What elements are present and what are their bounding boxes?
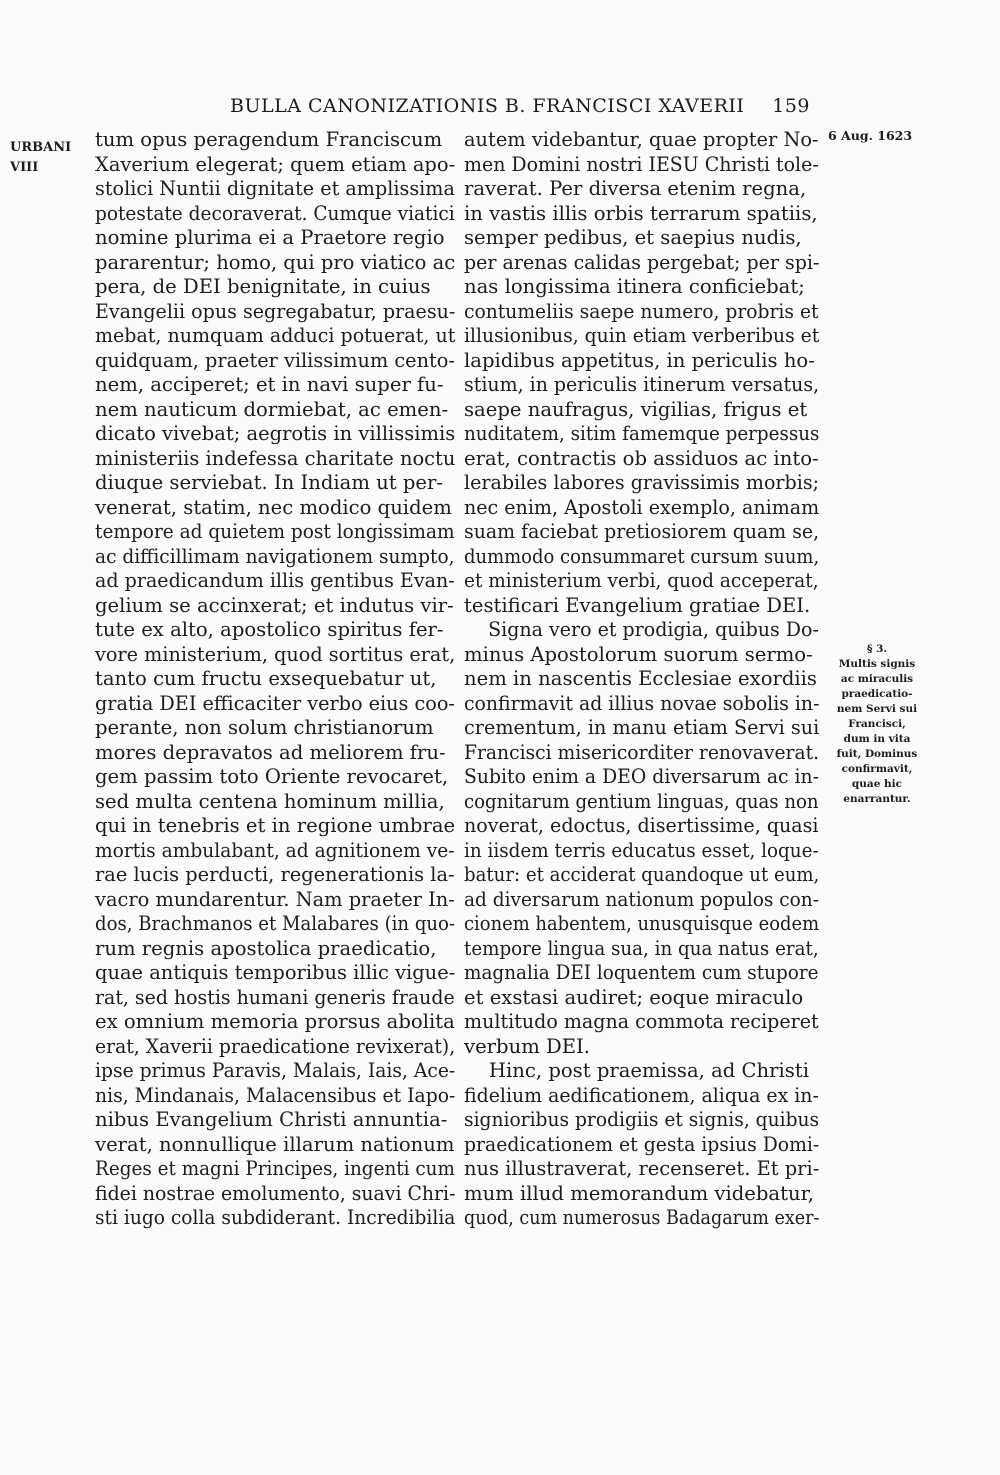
text-line: mebat, numquam adduci potuerat, ut (95, 324, 456, 347)
text-line: Xaverium elegerat; quem etiam apo- (95, 152, 456, 176)
text-line: magnalia DEI loquentem cum stupore (464, 961, 819, 984)
text-line: confirmavit ad illius novae sobolis in- (464, 691, 820, 715)
text-line: fidei nostrae emolumento, suavi Chri- (95, 1181, 456, 1205)
text-line: illusionibus, quin etiam verberibus et (464, 324, 820, 347)
margin-summary-note (822, 642, 932, 807)
text-line: pera, de DEI benignitate, in cuius (95, 275, 431, 298)
left-text-column (95, 128, 455, 1231)
text-line: gratia DEI efficaciter verbo eius coo- (95, 691, 455, 715)
text-line: in iisdem terris educatus esset, loque- (464, 838, 819, 862)
text-line: praedicationem et gesta ipsius Domi- (464, 1132, 820, 1156)
text-line: cognitarum gentium linguas, quas non (464, 789, 819, 813)
margin-note-line: enarrantur. (843, 793, 911, 805)
text-line: erat, contractis ob assiduos ac into- (464, 446, 819, 470)
text-line: in vastis illis orbis terrarum spatiis, (464, 201, 818, 225)
text-line: nuditatem, sitim famemque perpessus (464, 422, 820, 445)
text-line: rum regnis apostolica praedicatio, (95, 936, 437, 960)
margin-note-line: dum in vita (843, 733, 911, 745)
text-line: semper pedibus, et saepius nudis, (464, 226, 802, 249)
text-line: venerat, statim, nec modico quidem (95, 495, 452, 519)
text-line: suam faciebat pretiosiorem quam se, (464, 520, 820, 543)
text-line: nem nauticum dormiebat, ac emen- (95, 397, 449, 421)
text-line: minus Apostolorum suorum sermo- (464, 642, 813, 666)
text-line: mores depravatos ad meliorem fru- (95, 740, 446, 764)
margin-note-line: nem Servi sui (836, 703, 918, 715)
text-line: tanto cum fructu exsequebatur ut, (95, 667, 437, 690)
text-line: et exstasi audiret; eoque miraculo (464, 985, 804, 1009)
text-line: dicato vivebat; aegrotis in villissimis (95, 422, 456, 445)
text-line: tum opus peragendum Franciscum (95, 128, 443, 151)
margin-note-line: Francisci, (848, 718, 906, 730)
header-title: BULLA CANONIZATIONIS B. FRANCISCI XAVERII (230, 95, 745, 117)
text-line: autem videbantur, quae propter No- (464, 128, 819, 151)
text-line: stolici Nuntii dignitate et amplissima (95, 177, 455, 200)
text-line: quod, cum numerosus Badagarum exer- (464, 1206, 820, 1229)
text-line: contumeliis saepe numero, probris et (464, 299, 819, 323)
text-line: erat, Xaverii praedicatione revixerat), (95, 1034, 456, 1058)
text-line: Francisci misericorditer renovaverat. (464, 740, 820, 764)
text-line: quae antiquis temporibus illic vigue- (95, 961, 456, 984)
text-line: per arenas calidas pergebat; per spi- (464, 250, 820, 274)
text-line: testificari Evangelium gratiae DEI. (464, 593, 811, 617)
text-line: ac difficillimam navigationem sumpto, (95, 544, 455, 568)
text-line: quidquam, praeter vilissimum cento- (95, 348, 455, 372)
text-line: Evangelii opus segregabatur, praesu- (95, 299, 456, 323)
margin-note-line: fuit, Dominus (836, 748, 918, 760)
text-line: ipse primus Paravis, Malais, Iais, Ace- (95, 1059, 456, 1082)
text-line: nas longissima itinera conficiebat; (464, 275, 805, 298)
text-line: qui in tenebris et in regione umbrae (95, 814, 456, 837)
margin-note-line: praedicatio- (841, 688, 913, 700)
margin-pope-line1: URBANI (10, 140, 72, 155)
text-line: ad diversarum nationum populos con- (464, 887, 819, 911)
text-line: ministeriis indefessa charitate noctu (95, 446, 456, 470)
text-line: ex omnium memoria prorsus abolita (95, 1010, 455, 1033)
text-line: noverat, edoctus, disertissime, quasi (464, 814, 819, 837)
text-line: nem, acciperet; et in navi super fu- (95, 373, 444, 396)
margin-pope-line2: VIII (10, 160, 39, 175)
text-line: tempore ad quietem post longissimam (95, 520, 455, 543)
text-line: Subito enim a DEO diversarum ac in- (464, 765, 820, 788)
text-line: dos, Brachmanos et Malabares (in quo- (95, 912, 456, 935)
text-line: lapidibus appetitus, in periculis ho- (464, 348, 815, 372)
text-line: et ministerium verbi, quod acceperat, (464, 569, 819, 592)
text-line: men Domini nostri IESU Christi tole- (464, 152, 819, 176)
text-line: mortis ambulabant, ad agnitionem ve- (95, 838, 455, 862)
text-line: gelium se accinxerat; et indutus vir- (95, 593, 454, 617)
text-line: crementum, in manu etiam Servi sui (464, 716, 820, 739)
text-line: raverat. Per diversa etenim regna, (464, 177, 807, 200)
text-line: sti iugo colla subdiderant. Incredibilia (95, 1206, 456, 1229)
text-line: nis, Mindanais, Malacensibus et Iapo- (95, 1083, 456, 1107)
text-line: Hinc, post praemissa, ad Christi (464, 1059, 809, 1082)
text-line: stium, in periculis itinerum versatus, (464, 373, 820, 396)
text-line: lerabiles labores gravissimis morbis; (464, 471, 820, 494)
text-line: ad praedicandum illis gentibus Evan- (95, 569, 455, 592)
text-line: fidelium aedificationem, aliqua ex in- (464, 1083, 819, 1107)
text-line: nomine plurima ei a Praetore regio (95, 226, 445, 249)
text-line: tempore lingua sua, in qua natus erat, (464, 936, 819, 960)
text-line: tute ex alto, apostolico spiritus fer- (95, 618, 444, 641)
text-line: cionem habentem, unusquisque eodem (464, 912, 820, 935)
margin-note-line: Multis signis (838, 658, 916, 670)
text-line: saepe naufragus, vigilias, frigus et (464, 397, 808, 421)
text-line: vacro mundarentur. Nam praeter In- (95, 887, 455, 911)
text-line: Signa vero et prodigia, quibus Do- (464, 618, 819, 641)
text-line: vore ministerium, quod sortitus erat, (95, 642, 456, 666)
margin-date: 6 Aug. 1623 (828, 128, 913, 143)
text-line: rat, sed hostis humani generis fraude (95, 985, 455, 1009)
text-line: pararentur; homo, qui pro viatico ac (95, 250, 456, 274)
margin-note-line: quae hic (851, 778, 903, 790)
text-line: nem in nascentis Ecclesiae exordiis (464, 667, 817, 690)
margin-pope-label (10, 138, 70, 178)
text-line: verat, nonnullique illarum nationum (95, 1132, 455, 1156)
text-line: nec enim, Apostoli exemplo, animam (464, 495, 820, 519)
text-line: potestate decoraverat. Cumque viatici (95, 201, 455, 225)
text-line: sed multa centena hominum millia, (95, 789, 445, 813)
text-line: dummodo consummaret cursum suum, (464, 544, 820, 568)
text-line: multitudo magna commota reciperet (464, 1010, 819, 1033)
text-line: diuque serviebat. In Indiam ut per- (95, 471, 444, 494)
text-line: nibus Evangelium Christi annuntia- (95, 1108, 448, 1131)
text-line: gem passim toto Oriente revocaret, (95, 765, 449, 788)
page-number: 159 (772, 95, 810, 117)
text-line: mum illud memorandum videbatur, (464, 1181, 815, 1205)
margin-note-line: § 3. (866, 643, 888, 655)
text-line: signioribus prodigiis et signis, quibus (464, 1108, 820, 1131)
margin-note-line: confirmavit, (841, 763, 913, 775)
margin-note-line: ac miraculis (840, 673, 914, 685)
right-text-column (464, 128, 819, 1231)
text-line: nus illustraverat, recenseret. Et pri- (464, 1157, 820, 1180)
text-line: verbum DEI. (464, 1034, 590, 1058)
text-line: rae lucis perducti, regenerationis la- (95, 863, 455, 886)
text-line: perante, non solum christianorum (95, 716, 434, 739)
text-line: Reges et magni Principes, ingenti cum (95, 1157, 455, 1180)
text-line: batur: et acciderat quandoque ut eum, (464, 863, 820, 886)
